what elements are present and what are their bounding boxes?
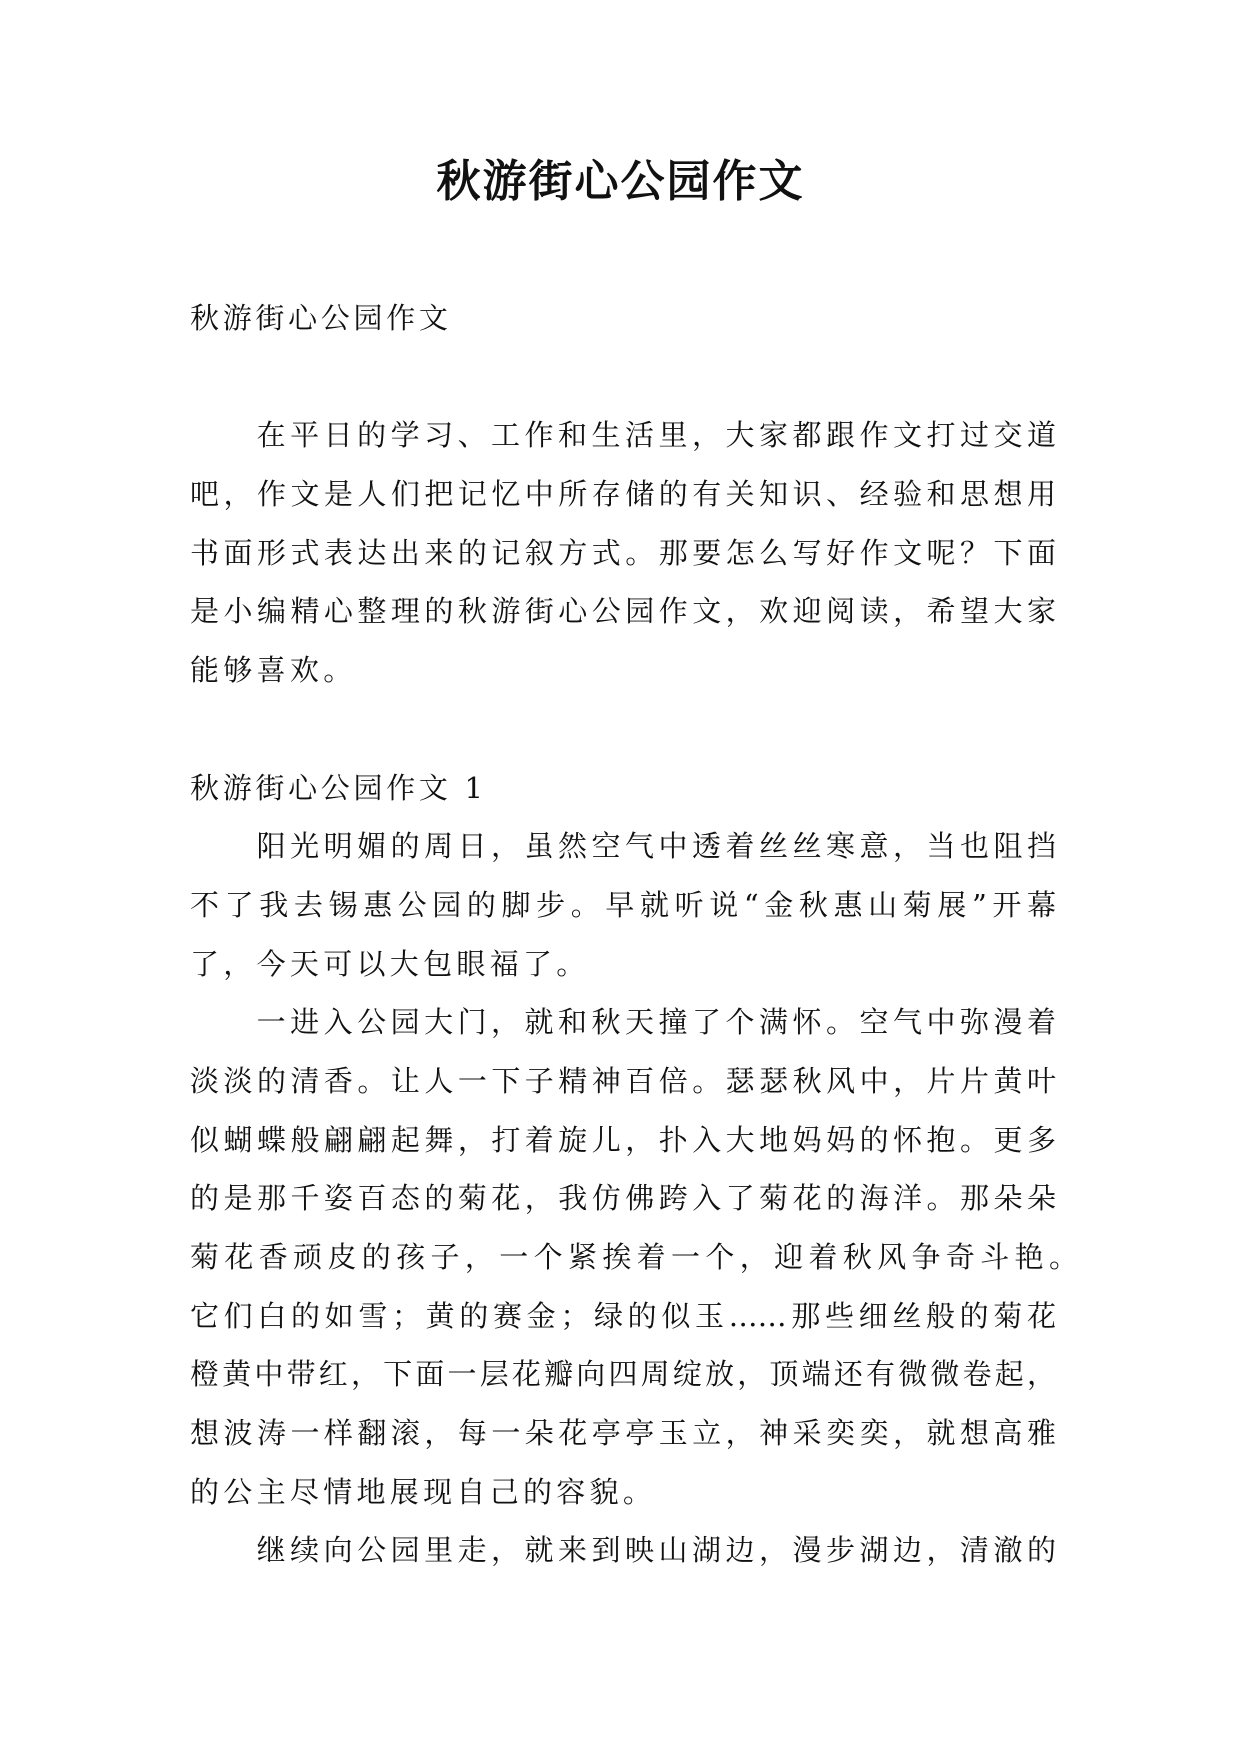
paragraph-line: 淡淡的清香。让人一下子精神百倍。瑟瑟秋风中，片片黄叶 xyxy=(190,1063,1056,1098)
paragraph-3 xyxy=(190,993,1078,1521)
paragraph-line: 在平日的学习、工作和生活里，大家都跟作文打过交道 xyxy=(256,418,1056,453)
paragraph-line: 了，今天可以大包眼福了。 xyxy=(190,946,590,981)
paragraph-line: 它们白的如雪；黄的赛金；绿的似玉……那些细丝般的菊花 xyxy=(190,1298,1056,1333)
paragraph-2 xyxy=(190,817,1056,993)
document-title: 秋游街心公园作文 xyxy=(436,156,805,207)
paragraph-line: 能够喜欢。 xyxy=(190,653,357,688)
document-body xyxy=(190,289,1078,1580)
paragraph-line: 是小编精心整理的秋游街心公园作文，欢迎阅读，希望大家 xyxy=(190,594,1056,629)
paragraph-line: 的是那千姿百态的菊花，我仿佛跨入了菊花的海洋。那朵朵 xyxy=(190,1181,1056,1216)
paragraph-line: 想波涛一样翻滚，每一朵花亭亭玉立，神采奕奕，就想高雅 xyxy=(190,1416,1056,1451)
section-heading: 秋游街心公园作文 1 xyxy=(190,770,487,805)
blank-line xyxy=(190,348,1056,407)
paragraph-4 xyxy=(190,1521,1056,1580)
paragraph-line: 橙黄中带红，下面一层花瓣向四周绽放，顶端还有微微卷起， xyxy=(190,1357,1056,1392)
paragraph-line: 菊花香顽皮的孩子，一个紧挨着一个，迎着秋风争奇斗艳。 xyxy=(190,1240,1078,1274)
paragraph-line: 阳光明媚的周日，虽然空气中透着丝丝寒意，当也阻挡 xyxy=(256,829,1056,864)
paragraph-line: 继续向公园里走，就来到映山湖边，漫步湖边，清澈的 xyxy=(256,1533,1056,1568)
paragraph-line: 不了我去锡惠公园的脚步。早就听说“金秋惠山菊展”开幕 xyxy=(190,887,1056,922)
section-subtitle: 秋游街心公园作文 xyxy=(190,301,452,335)
paragraph-line: 的公主尽情地展现自己的容貌。 xyxy=(190,1474,657,1509)
paragraph-line: 书面形式表达出来的记叙方式。那要怎么写好作文呢？下面 xyxy=(190,535,1056,570)
paragraph-line: 一进入公园大门，就和秋天撞了个满怀。空气中弥漫着 xyxy=(256,1005,1056,1040)
paragraph-line: 似蝴蝶般翩翩起舞，打着旋儿，扑入大地妈妈的怀抱。更多 xyxy=(190,1122,1056,1157)
paragraph-line: 吧，作文是人们把记忆中所存储的有关知识、经验和思想用 xyxy=(190,477,1056,512)
intro-paragraph xyxy=(190,406,1056,699)
blank-line xyxy=(190,700,1056,759)
